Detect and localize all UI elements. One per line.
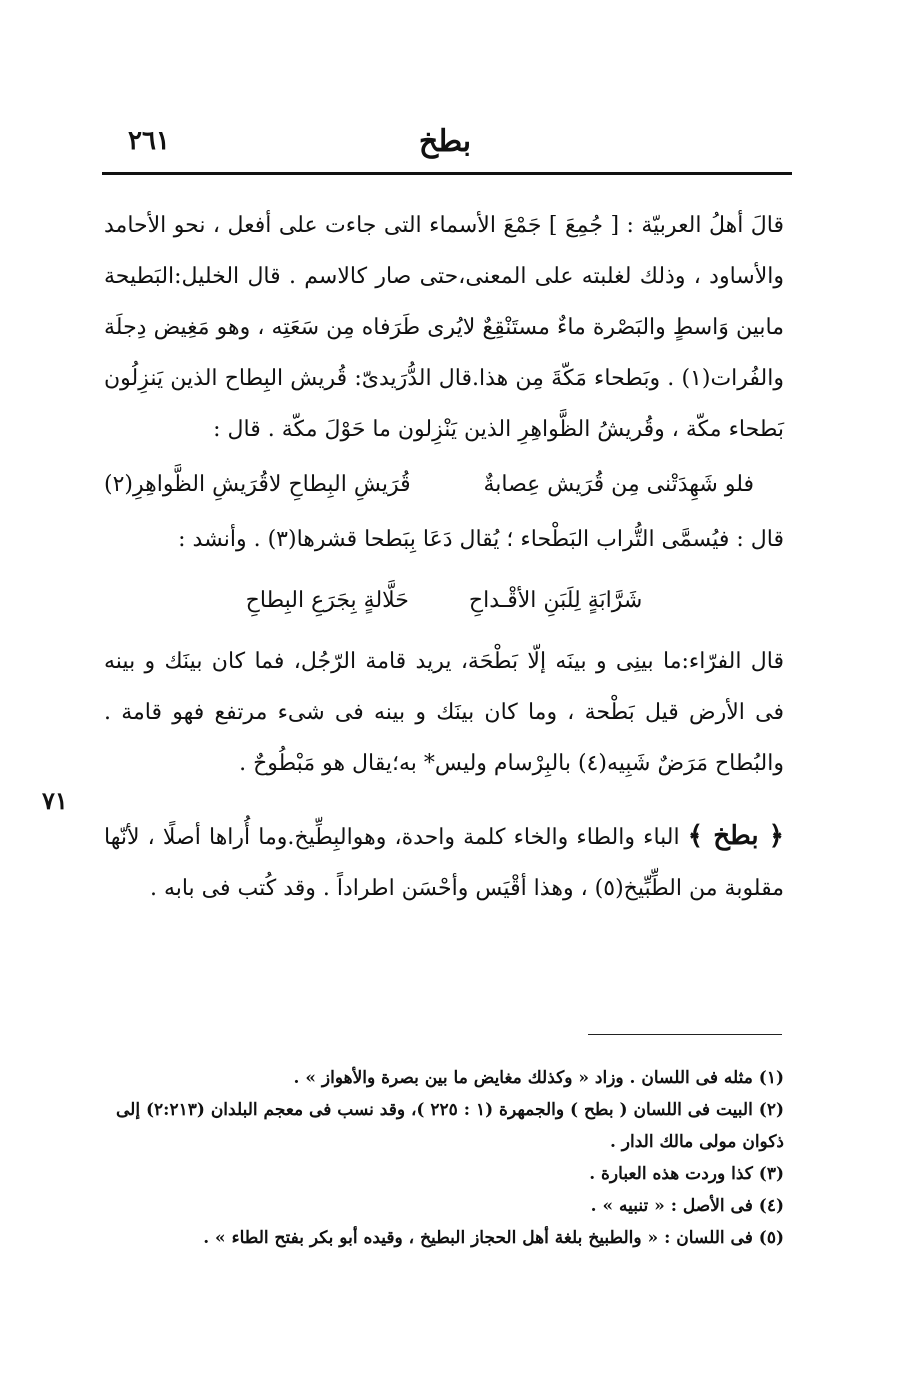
paragraph-3: قال الفرّاء:ما بينِى و بينَه إلّا بَطْحَة، يريد قامة الرّجُل، فما كان بينَك و بينه فى الأرض قيل بَطْحة ، وما كان بينَك و بينه فى شىء مرتفع فهو قامة . والبُطاح مَرَضٌ شَبِيه(٤) بالبِرْسام وليس* به؛يقال هو مَبْطُوحٌ . — [104, 649, 784, 776]
entry-text: الباء والطاء والخاء كلمة واحدة، وهوالبِطِّيخ.وما أُراها أصلًا ، لأنّها مقلوبة من الطِّبِّيخ(٥) ، وهذا أقْيَس وأحْسَن اطراداً . وقد كُتب فى بابه . — [104, 825, 784, 901]
verse-2-first-hemistich: شَرَّابَةٍ لِلَبَنِ الأقْـداحِ — [468, 588, 643, 613]
paragraph-1: قالَ أهلُ العربيّة : [ جُمِعَ ] جَمْعَ الأسماء التى جاءت على أفعل ، نحو الأحامد والأساود ، وذلك لغلبته على المعنى،حتى صار كالاسم . قال الخليل:البَطيحة مابين وَاسطٍ والبَصْرة ماءٌ مستَنْقِعٌ لايُرى طَرَفاه مِن سَعَتِه ، وهو مَغِيض دِجلَة والفُرات(١) . وبَطحاء مَكّةَ مِن هذا.قال الدُّرَيدىّ: قُريش البِطاح الذين يَنزِلُون بَطحاء مكّة ، وقُريشُ الظَّواهِرِ الذين يَنْزِلون ما حَوْلَ مكّة . قال : — [104, 213, 784, 442]
main-text — [104, 200, 784, 914]
verse-1-second-hemistich: قُرَيشِ البِطاحِ لاقُرَيشِ الظَّواهِرِ(٢) — [104, 472, 411, 497]
verse-1 — [104, 459, 754, 510]
footnote-5: (٥) فى اللسان : « والطبيخ بلغة أهل الحجاز البطيخ ، وقيده أبو بكر بفتح الطاء » . — [203, 1228, 784, 1248]
running-head: بطخ — [418, 124, 472, 159]
margin-number: ٧١ — [42, 786, 68, 815]
footnotes — [100, 1062, 784, 1254]
footnote-rule — [588, 1034, 782, 1035]
header-rule — [102, 172, 792, 175]
paragraph-2: قال : فيُسمَّى التُّراب البَطْحاء ؛ يُقال دَعَا بِبَطحا قشرها(٣) . وأنشد : — [178, 527, 784, 552]
footnote-4: (٤) فى الأصل : « تنبيه » . — [590, 1196, 784, 1216]
verse-2-second-hemistich: حَلَّالةٍ بِجَرَعِ البِطاحِ — [245, 588, 409, 613]
footnote-1: (١) مثله فى اللسان . وزاد « وكذلك مغايض ما بين بصرة والأهواز » . — [293, 1068, 784, 1088]
dictionary-entry — [104, 811, 784, 914]
page-number: ٢٦١ — [128, 126, 170, 156]
verse-1-first-hemistich: فلو شَهِدَتْنى مِن قُرَيش عِصابةٌ — [483, 472, 754, 497]
footnote-3: (٣) كذا وردت هذه العبارة . — [589, 1164, 784, 1184]
verse-2 — [104, 575, 784, 626]
entry-headword: ﴿ بطخ ﴾ — [687, 821, 785, 851]
page-header — [100, 118, 790, 168]
footnote-2: (٢) البيت فى اللسان ( بطح ) والجمهرة (١ : ٢٢٥ )، وقد نسب فى معجم البلدان (٢:٢١٣) إلى ذكوان مولى مالك الدار . — [116, 1100, 784, 1152]
